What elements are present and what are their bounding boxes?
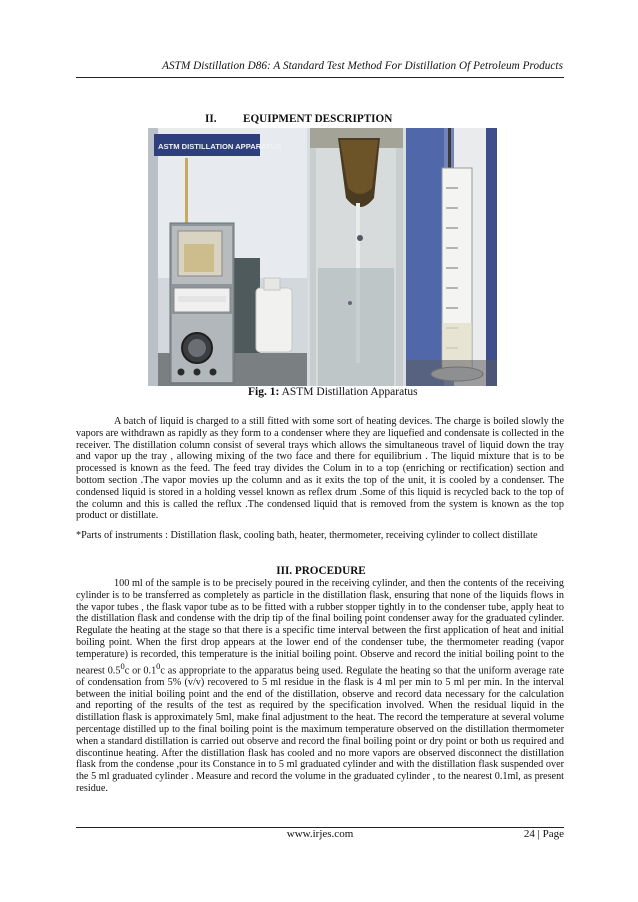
photo-distillation-flask (310, 128, 403, 386)
figure-caption (248, 386, 418, 398)
section-number: II. (205, 113, 217, 125)
figure-apparatus-photos (148, 128, 497, 386)
degree-superscript: 0 (120, 660, 125, 671)
figure-caption-label: Fig. 1: (248, 386, 280, 398)
paragraph-parts-of-instruments: *Parts of instruments : Distillation flask, cooling bath, heater, thermometer, receiving cylinder to collect distillate (76, 530, 538, 541)
procedure-text-a: 100 ml of the sample is to be precisely poured in the receiving cylinder, and then the contents of the receiving cylinder is to be transferred as completely as particle in the distillation flask, ensuring that none of the liquids flows in the vapor tubes , the flask vapor tube as to be fitted with a rubber stopper tightly in to the condenser tube, apply heat to the distillation flask and condense with the drip tip of the final boiling point condenser away for the graduated cylinder. Regulate the heating at the stage so that there is a specific time interval between the first application of heat and initial boiling point. When the first drop appears at the lower end of the condenser tube, the thermometer reading (vapor temperature) is recorded, this temperature is the initial boiling point. Observe and record the initial boiling point to the nearest 0.5 (76, 578, 564, 676)
procedure-text-b: c or 0.1 (124, 664, 157, 676)
figure-caption-text: ASTM Distillation Apparatus (281, 386, 418, 398)
apparatus-label-text: ASTM DISTILLATION APPARATUS (158, 142, 282, 151)
section-heading-procedure: III. PROCEDURE (276, 565, 366, 577)
photo-apparatus-unit (148, 128, 307, 386)
footer-page-number: 24 | Page (523, 828, 564, 840)
header-rule (76, 77, 564, 78)
section-heading-equipment (205, 113, 392, 125)
footer-url: www.irjes.com (286, 828, 354, 840)
photo-graduated-cylinder (406, 128, 497, 386)
paragraph-equipment-description: A batch of liquid is charged to a still fitted with some sort of heating devices. The charge is boiled slowly the vapors are withdrawn as rapidly as they form to a condenser where they are liquefied and condensate is collected in the receiver. The distillation column consist of several trays which allows the simultaneous travel of liquid down the tray and vapor up the tray , allowing mixing of the two face and there for equilibrium . The liquid mixture that is to be processed is known as the feed. The feed tray divides the Colum in to a top (enriching or rectification) section and bottom section .The vapor movies up the column and as it exits the top of the unit, it is cooled by a condenser. The condensed liquid is stored in a holding vessel known as reflex drum .Some of this liquid is recycled back to the top of the column and this is called the reflux .The condensed liquid that is removed from the system is known as the top product or distillate. (76, 416, 564, 522)
running-title: ASTM Distillation D86: A Standard Test Method For Distillation Of Petroleum Products (162, 60, 563, 72)
section-title: EQUIPMENT DESCRIPTION (243, 113, 393, 125)
procedure-text-c: c as appropriate to the apparatus being used. Regulate the heating so that the uniform average rate of condensation from 5% (v/v) recovered to 5 ml residue in the flask is 4 ml per min to 5 ml per min. In the interval between the initial boiling point and the end of the distillation, observe and record data necessary for the calculation and reporting of the results of the test as required by the specification involved. When the residual liquid in the distillation flask is approximately 5ml, make final adjustment to the heat. The record the temperature at several volume percentage distilled up to the final boiling point is the maximum temperature observed on the distillation thermometer when a standard distillation is carried out observe and record the final boiling point or dry point or both us required and discontinue heating. After the distillation flask has cooled and no more vapors are observed disconnect the distillation flask from the condense ,pour its Constance in to 5 ml graduated cylinder and with the distillation flask suspended over the 5 ml graduated cylinder . Measure and record the volume in the graduated cylinder , to the nearest 0.1ml, as present residue. (76, 664, 564, 794)
paragraph-procedure (76, 578, 564, 795)
degree-superscript: 0 (156, 660, 161, 671)
